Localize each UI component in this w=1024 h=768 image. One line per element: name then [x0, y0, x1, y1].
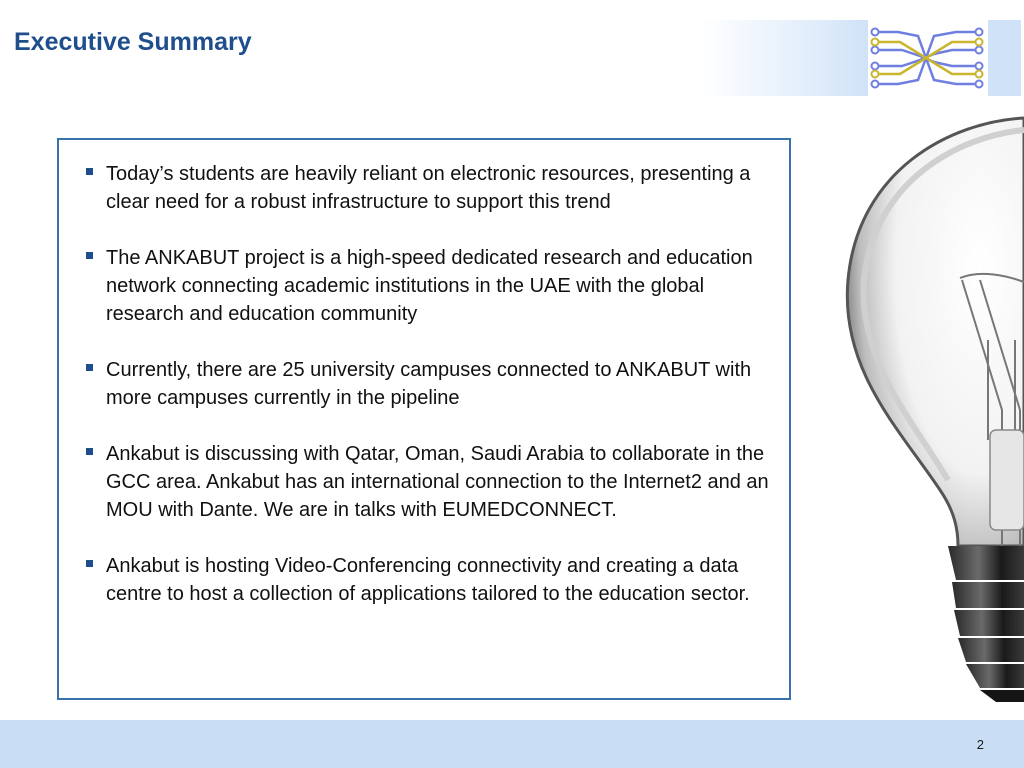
list-item	[86, 440, 769, 524]
bullet-text: Ankabut is discussing with Qatar, Oman, Saudi Arabia to collaborate in the GCC area. Ankabut has an international connection to the Internet2 and an MOU with Dante. We are in talks with EUMEDCONNECT.	[106, 443, 769, 521]
bullet-text: The ANKABUT project is a high-speed dedicated research and education network connecting academic institutions in the UAE with the global research and education community	[106, 247, 753, 325]
bullet-text: Ankabut is hosting Video-Conferencing connectivity and creating a data centre to host a collection of applications tailored to the education sector.	[106, 555, 750, 605]
list-item	[86, 552, 769, 608]
header-gradient	[700, 20, 870, 96]
content-box	[57, 138, 791, 700]
circuit-lines-logo-icon	[868, 20, 986, 96]
footer-bar	[0, 720, 1024, 768]
list-item	[86, 244, 769, 328]
square-bullet-icon	[86, 560, 93, 567]
square-bullet-icon	[86, 168, 93, 175]
square-bullet-icon	[86, 252, 93, 259]
slide-title: Executive Summary	[14, 28, 252, 56]
light-bulb-icon	[830, 110, 1024, 710]
page-number: 2	[976, 737, 984, 752]
square-bullet-icon	[86, 364, 93, 371]
bullet-text: Today’s students are heavily reliant on electronic resources, presenting a clear need for a robust infrastructure to support this trend	[106, 163, 751, 213]
bullet-list	[59, 140, 789, 608]
bullet-text: Currently, there are 25 university campuses connected to ANKABUT with more campuses currently in the pipeline	[106, 359, 752, 409]
list-item	[86, 160, 769, 216]
list-item	[86, 356, 769, 412]
header-stripe	[988, 20, 1021, 96]
square-bullet-icon	[86, 448, 93, 455]
